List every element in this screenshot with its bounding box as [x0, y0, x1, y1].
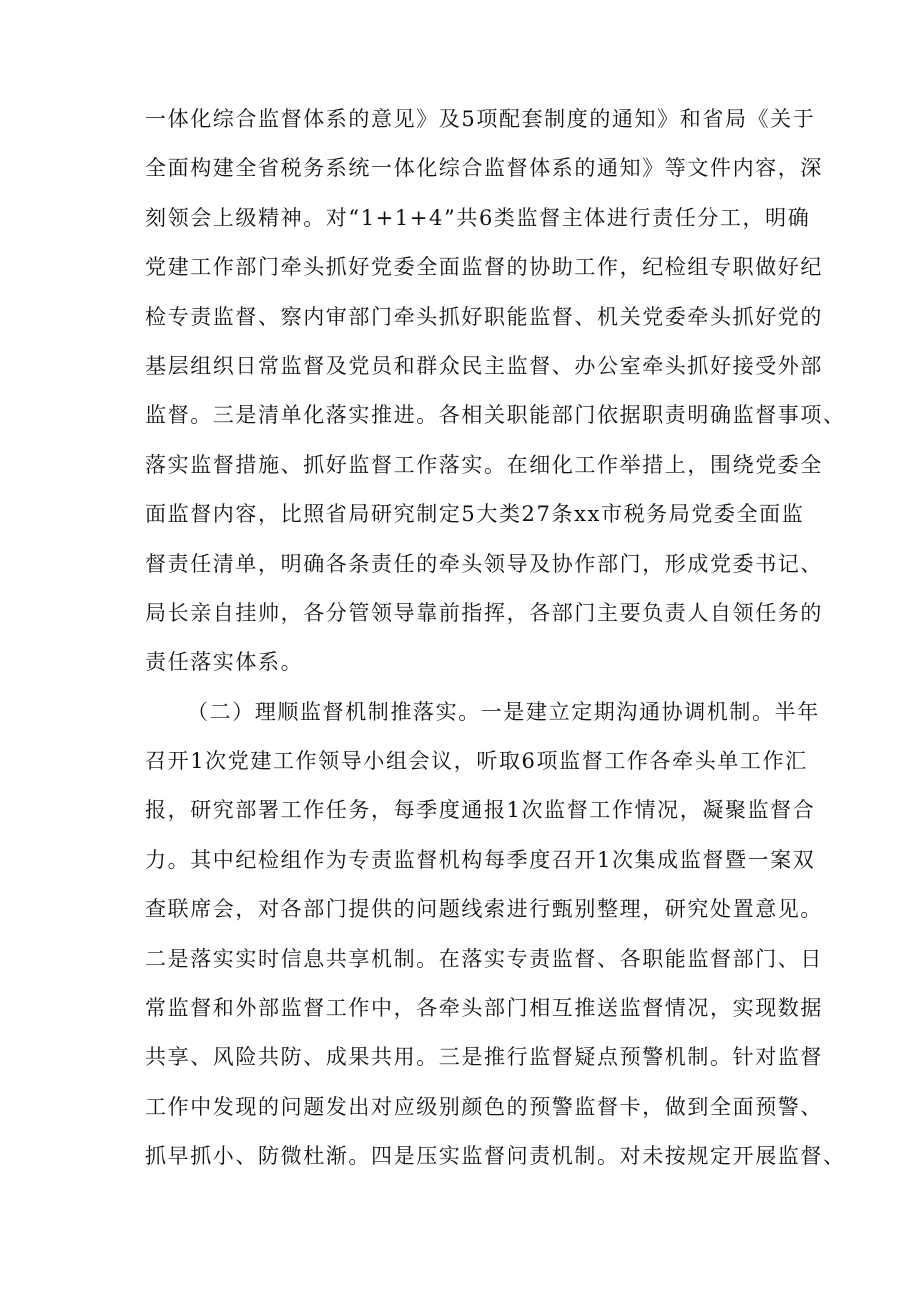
text-line: 查联席会，对各部门提供的问题线索进行甄别整理，研究处置意见。 [145, 897, 823, 922]
text-line: 召开1次党建工作领导小组会议，听取6项监督工作各牵头单工作汇 [145, 749, 808, 774]
text-line: 落实监督措施、抓好监督工作落实。在细化工作举措上，围绕党委全 [145, 452, 823, 477]
text-line: 责任落实体系。 [145, 650, 304, 675]
text-line: 常监督和外部监督工作中，各牵头部门相互推送监督情况，实现数据 [145, 996, 823, 1021]
text-line: 力。其中纪检组作为专责监督机构每季度召开1次集成监督暨一案双 [145, 847, 816, 872]
text-line: 党建工作部门牵头抓好党委全面监督的协助工作，纪检组专职做好纪 [145, 255, 823, 280]
text-line: 一体化综合监督体系的意见》及5项配套制度的通知》和省局《关于 [145, 107, 816, 131]
text-line: 面监督内容，比照省局研究制定5大类27条xx市税务局党委全面监 [145, 502, 805, 527]
text-line: 抓早抓小、防微杜渐。四是压实监督问责机制。对未按规定开展监督、 [145, 1144, 846, 1169]
paragraph-supervision-responsibility [145, 95, 846, 688]
paragraph-supervision-mechanism [145, 688, 846, 1182]
text-line: （二）理顺监督机制推落实。一是建立定期沟通协调机制。半年 [187, 699, 820, 724]
text-line: 二是落实实时信息共享机制。在落实专责监督、各职能监督部门、日 [145, 946, 823, 971]
text-line: 检专责监督、察内审部门牵头抓好职能监督、机关党委牵头抓好党的 [145, 304, 823, 329]
text-line: 局长亲自挂帅，各分管领导靠前指挥，各部门主要负责人自领任务的 [145, 600, 823, 625]
document-body [145, 95, 846, 1182]
text-line: 工作中发现的问题发出对应级别颜色的预警监督卡，做到全面预警、 [145, 1094, 823, 1119]
text-line: 基层组织日常监督及党员和群众民主监督、办公室牵头抓好接受外部 [145, 353, 823, 378]
text-line: 刻领会上级精神。对“1+1+4”共6类监督主体进行责任分工，明确 [145, 205, 811, 230]
text-line: 全面构建全省税务系统一体化综合监督体系的通知》等文件内容，深 [145, 156, 823, 181]
text-line: 监督。三是清单化落实推进。各相关职能部门依据职责明确监督事项、 [145, 403, 846, 428]
text-line: 报，研究部署工作任务，每季度通报1次监督工作情况，凝聚监督合 [145, 798, 816, 823]
text-line: 共享、风险共防、成果共用。三是推行监督疑点预警机制。针对监督 [145, 1045, 823, 1070]
text-line: 督责任清单，明确各条责任的牵头领导及协作部门，形成党委书记、 [145, 551, 823, 576]
